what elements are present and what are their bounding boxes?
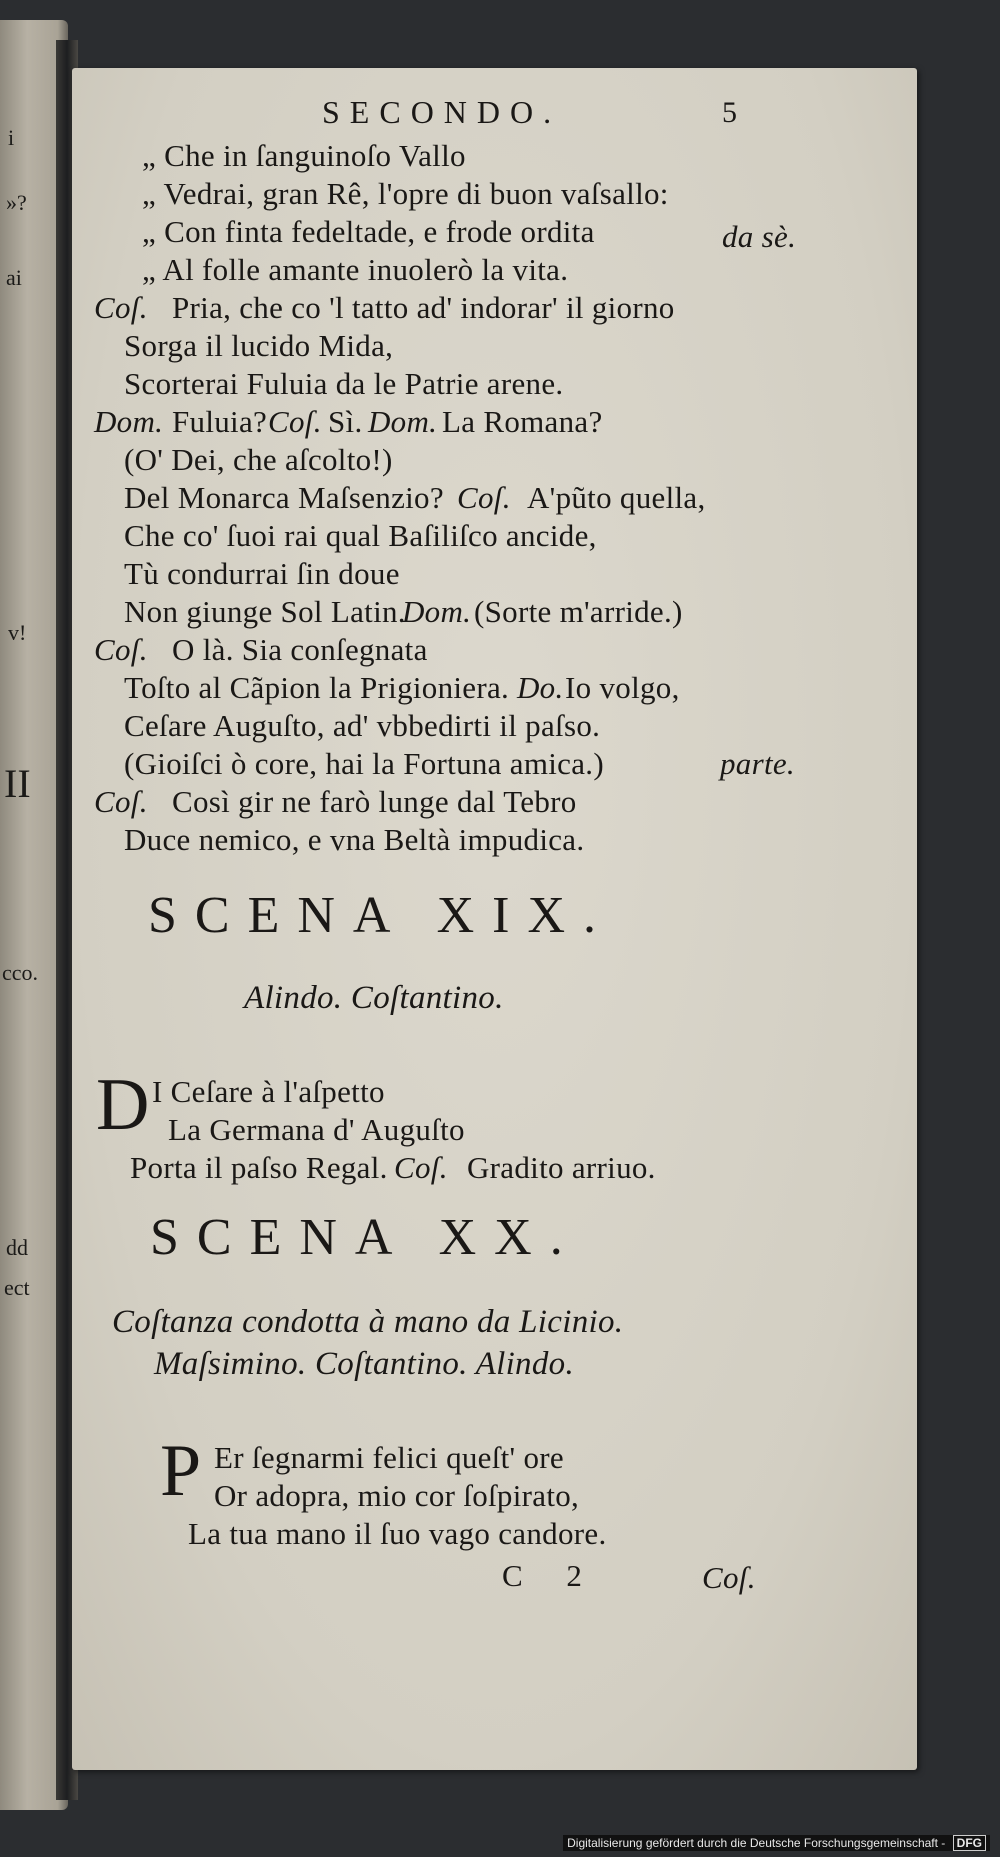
funding-credit bbox=[563, 1835, 990, 1851]
verse-line: Che co' ſuoi rai qual Baſiliſco ancide, bbox=[124, 518, 597, 553]
speaker-label: Coſ. bbox=[94, 784, 148, 819]
stage-aside: parte. bbox=[720, 746, 795, 781]
margin-fragment: v! bbox=[8, 620, 27, 645]
margin-fragment: i bbox=[8, 125, 15, 150]
verse-line: „ Che in ſanguinoſo Vallo bbox=[142, 138, 466, 173]
scene-characters: Alindo. Coſtantino. bbox=[244, 980, 504, 1016]
verse-line: Porta il paſso Regal. bbox=[130, 1150, 388, 1185]
verse-line: Duce nemico, e vna Beltà impudica. bbox=[124, 822, 585, 857]
book-page bbox=[72, 68, 917, 1770]
drop-cap: D bbox=[96, 1064, 150, 1146]
scene-characters: Coſtanza condotta à mano da Licinio. bbox=[112, 1304, 624, 1340]
margin-fragment: dd bbox=[6, 1235, 28, 1260]
verse-line: (Gioiſci ò core, hai la Fortuna amica.) bbox=[124, 746, 604, 781]
margin-fragment: cco. bbox=[2, 960, 39, 985]
verse-line: La Romana? bbox=[442, 404, 603, 439]
speaker-label: Coſ. bbox=[94, 290, 148, 325]
drop-cap: P bbox=[160, 1430, 202, 1512]
verse-line: Ceſare Auguſto, ad' vbbedirti il paſso. bbox=[124, 708, 601, 743]
scene-title: SCENA XX. bbox=[150, 1209, 581, 1266]
stage-aside: da sè. bbox=[722, 219, 797, 254]
scene-title: SCENA XIX. bbox=[148, 887, 615, 944]
verse-line: Non giunge Sol Latin. bbox=[124, 594, 406, 629]
verse-line: (Sorte m'arride.) bbox=[474, 594, 683, 629]
verse-line: „ Al folle amante inuolerò la vita. bbox=[142, 252, 569, 287]
margin-fragment: ect bbox=[4, 1275, 30, 1300]
speaker-label: Coſ. bbox=[394, 1150, 448, 1185]
verse-line: La tua mano il ſuo vago candore. bbox=[188, 1516, 607, 1551]
speaker-label: Do. bbox=[517, 670, 564, 705]
verse-line: I Ceſare à l'aſpetto bbox=[152, 1074, 385, 1109]
verse-line: Fuluia? bbox=[172, 404, 268, 439]
credit-text: Digitalisierung gefördert durch die Deutsche Forschungsgemeinschaft - bbox=[567, 1836, 946, 1850]
verse-line: Scorterai Fuluia da le Patrie arene. bbox=[124, 366, 564, 401]
verse-line: Tù condurrai ſin doue bbox=[124, 556, 400, 591]
speaker-label: Dom. bbox=[368, 404, 438, 439]
verse-line: Io volgo, bbox=[565, 670, 680, 705]
verse-line: Toſto al Cãpion la Prigioniera. bbox=[124, 670, 510, 705]
verse-line: A'pũto quella, bbox=[527, 480, 706, 515]
verse-line: Or adopra, mio cor ſoſpirato, bbox=[214, 1478, 580, 1513]
verse-line: La Germana d' Auguſto bbox=[168, 1112, 465, 1147]
dfg-logo: DFG bbox=[953, 1835, 986, 1851]
speaker-label: Coſ. bbox=[94, 632, 148, 667]
verse-line: Sorga il lucido Mida, bbox=[124, 328, 394, 363]
footer-bar bbox=[0, 1823, 1000, 1857]
verse-line: O là. Sia conſegnata bbox=[172, 632, 428, 667]
speaker-label: Coſ. bbox=[268, 404, 322, 439]
verse-line: Pria, che co 'l tatto ad' indorar' il giorno bbox=[172, 290, 675, 325]
margin-fragment: »? bbox=[6, 190, 27, 215]
speaker-label: Dom. bbox=[94, 404, 164, 439]
running-title: SECONDO. bbox=[322, 94, 562, 130]
margin-fragment: II bbox=[4, 761, 31, 806]
scene-characters: Maſsimino. Coſtantino. Alindo. bbox=[154, 1346, 575, 1382]
verse-line: Sì. bbox=[328, 404, 363, 439]
verse-line: Er ſegnarmi felici queſt' ore bbox=[214, 1440, 564, 1475]
margin-fragment: ai bbox=[6, 265, 22, 290]
verse-line: Così gir ne farò lunge dal Tebro bbox=[172, 784, 577, 819]
speaker-label: Coſ. bbox=[457, 480, 511, 515]
verse-line: Del Monarca Maſsenzio? bbox=[124, 480, 444, 515]
catchword: Coſ. bbox=[702, 1560, 756, 1595]
verse-line: „ Con finta fedeltade, e frode ordita bbox=[142, 214, 595, 249]
speaker-label: Dom. bbox=[402, 594, 472, 629]
page-number: 5 bbox=[722, 96, 737, 129]
verse-line: Gradito arriuo. bbox=[467, 1150, 656, 1185]
verse-line: „ Vedrai, gran Rê, l'opre di buon vaſsallo: bbox=[142, 176, 669, 211]
verse-line: (O' Dei, che aſcolto!) bbox=[124, 442, 393, 477]
signature-mark: C 2 bbox=[502, 1558, 600, 1593]
